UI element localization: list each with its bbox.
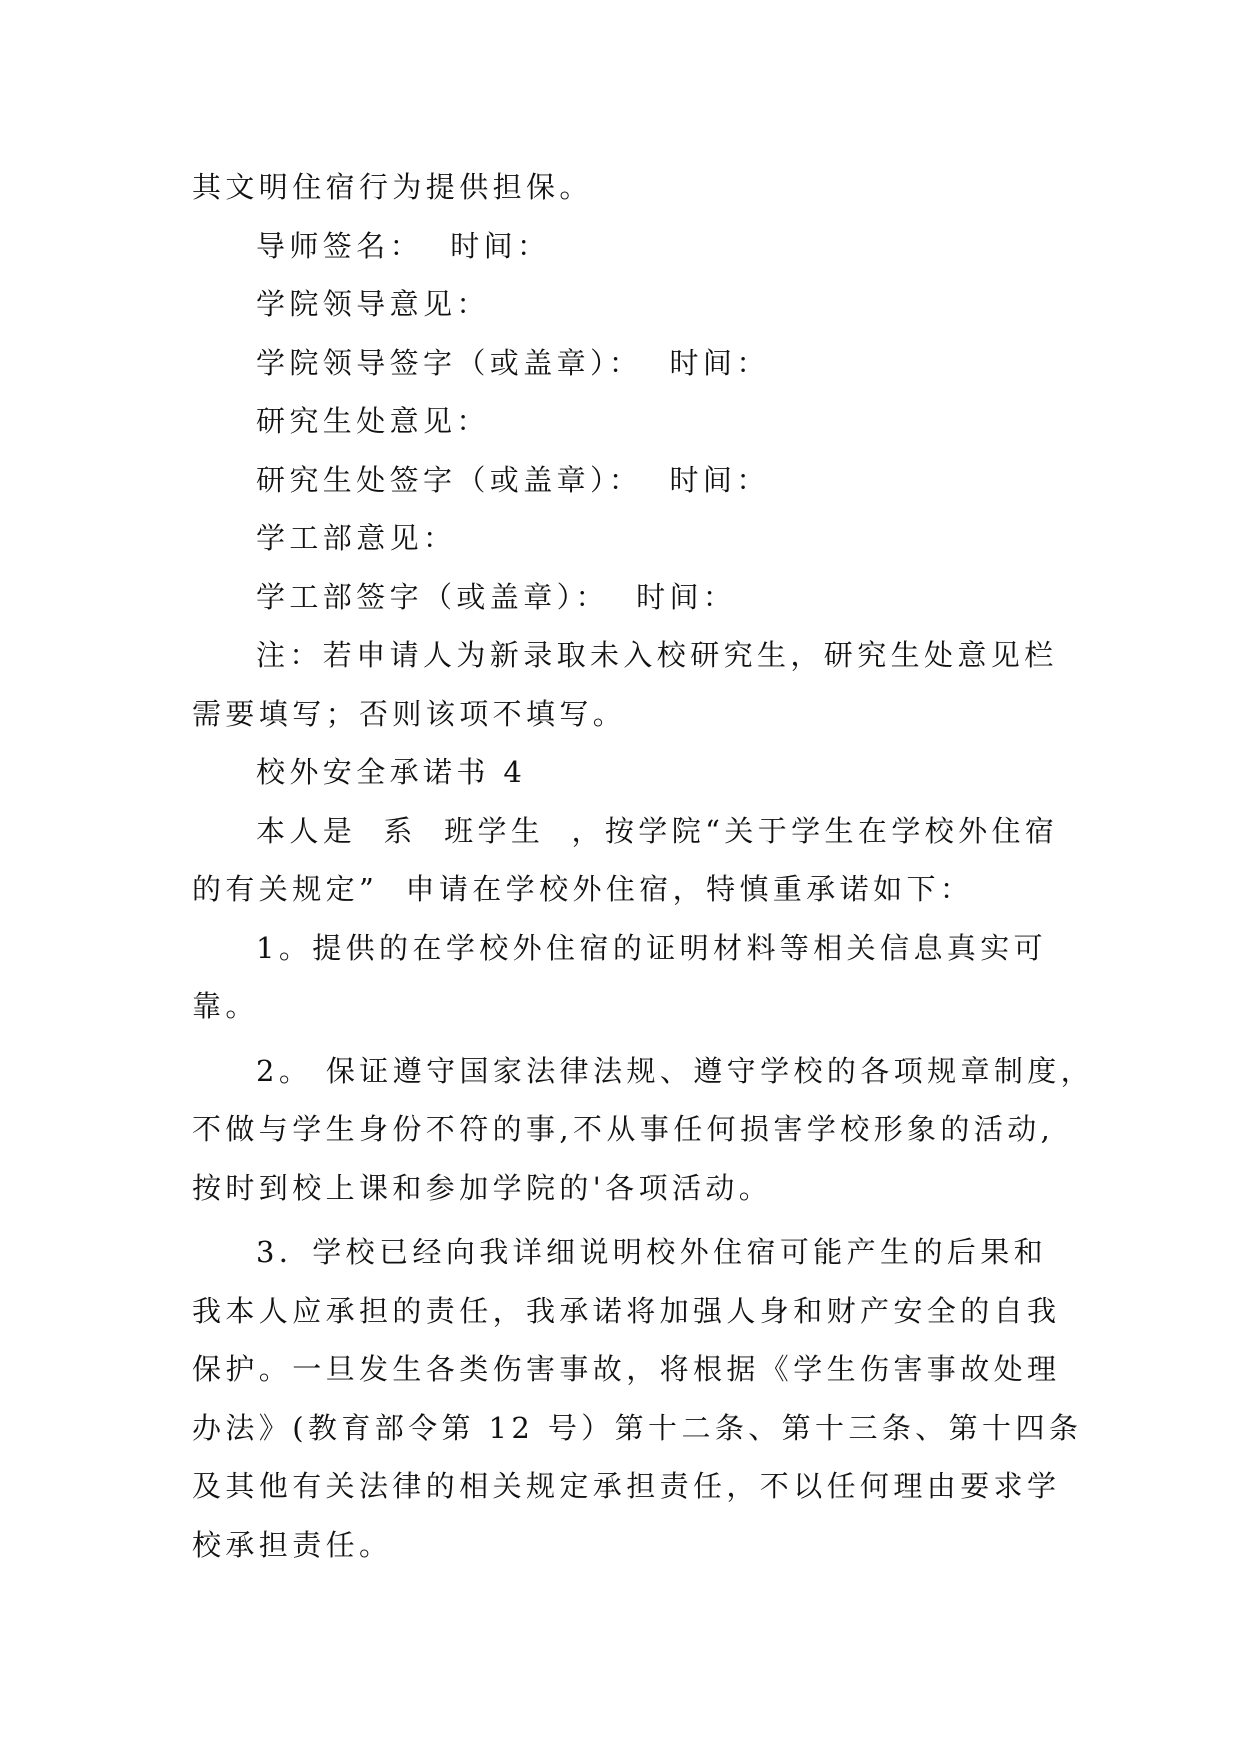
item-3-row: 办法》(教育部令第 12 号）第十二条、第十三条、第十四条 — [192, 1410, 1083, 1445]
advisor-signature-line: 导师签名： 时间： — [256, 228, 551, 263]
note-row: 注：若申请人为新录取未入校研究生，研究生处意见栏 — [256, 638, 1058, 672]
item-2-row: 2。 保证遵守国家法律法规、遵守学校的各项规章制度， — [256, 1053, 1095, 1088]
item-3-row: 保护。一旦发生各类伤害事故，将根据《学生伤害事故处理 — [192, 1352, 1061, 1386]
item-1-paragraph — [192, 919, 1056, 1036]
item-3-row: 校承担责任。 — [192, 1527, 393, 1562]
document-page — [192, 158, 1095, 1574]
college-leader-opinion-line: 学院领导意见： — [256, 287, 490, 321]
item-2-row: 不做与学生身份不符的事,不从事任何损害学校形象的活动, — [192, 1112, 1055, 1146]
item-3-row: 及其他有关法律的相关规定承担责任，不以任何理由要求学 — [192, 1469, 1061, 1503]
item-2-row: 按时到校上课和参加学院的'各项活动。 — [192, 1170, 773, 1205]
note-paragraph — [192, 626, 1056, 743]
guarantee-text-line: 其文明住宿行为提供担保。 — [192, 170, 593, 204]
intro-row: 的有关规定” 申请在学校外住宿，特慎重承诺如下： — [192, 872, 974, 906]
item-1-row: 1。提供的在学校外住宿的证明材料等相关信息真实可 — [256, 930, 1048, 965]
note-row: 需要填写；否则该项不填写。 — [192, 696, 627, 731]
student-affairs-signature-line: 学工部签字（或盖章）： 时间： — [256, 579, 737, 614]
item-2-paragraph — [192, 1042, 1095, 1218]
intro-row: 本人是 系 班学生 ，按学院“关于学生在学校外住宿 — [256, 813, 1059, 848]
item-3-row: 3．学校已经向我详细说明校外住宿可能产生的后果和 — [256, 1235, 1048, 1269]
commitment-title: 校外安全承诺书 4 — [256, 755, 527, 789]
item-1-row: 靠。 — [192, 989, 259, 1023]
item-3-paragraph — [192, 1223, 1083, 1574]
item-3-row: 我本人应承担的责任，我承诺将加强人身和财产安全的自我 — [192, 1293, 1061, 1328]
graduate-office-signature-line: 研究生处签字（或盖章）： 时间： — [256, 462, 770, 497]
graduate-office-opinion-line: 研究生处意见： — [256, 404, 490, 438]
intro-paragraph — [192, 802, 1059, 919]
student-affairs-opinion-line: 学工部意见： — [256, 521, 457, 555]
college-leader-signature-line: 学院领导签字（或盖章）： 时间： — [256, 345, 770, 380]
